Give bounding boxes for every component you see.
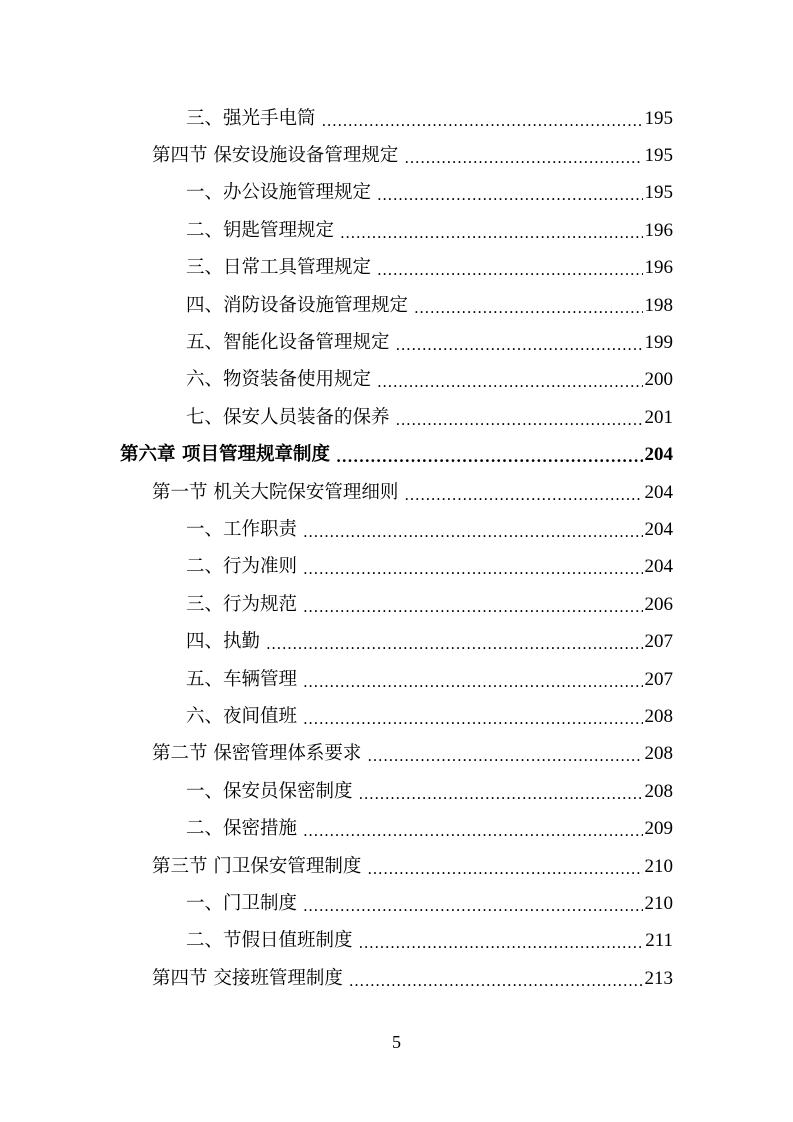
toc-page-number: 198 [644, 294, 673, 316]
toc-leader-dots [367, 744, 642, 768]
toc-leader-dots [303, 557, 642, 581]
toc-page-number: 204 [644, 518, 673, 540]
table-of-contents [0, 100, 793, 997]
toc-entry[interactable] [0, 137, 793, 174]
toc-entry-label: 一、办公设施管理规定 [186, 181, 375, 205]
toc-leader-dots [303, 595, 642, 619]
toc-entry-label: 三、日常工具管理规定 [186, 256, 375, 280]
toc-entry[interactable] [0, 100, 793, 137]
toc-leader-dots [367, 857, 642, 881]
toc-page-number: 207 [644, 631, 673, 653]
toc-entry-label: 第六章 项目管理规章制度 [120, 443, 334, 467]
toc-page-number: 196 [644, 219, 673, 241]
toc-entry-label: 第一节 机关大院保安管理细则 [152, 481, 402, 505]
toc-entry[interactable] [0, 773, 793, 810]
toc-entry-label: 第三节 门卫保安管理制度 [152, 855, 365, 879]
toc-leader-dots [377, 370, 642, 394]
toc-leader-dots [303, 670, 642, 694]
toc-entry[interactable] [0, 848, 793, 885]
toc-entry[interactable] [0, 586, 793, 623]
toc-leader-dots [303, 707, 642, 731]
toc-entry-label: 六、物资装备使用规定 [186, 368, 375, 392]
toc-entry-label: 一、门卫制度 [186, 892, 301, 916]
toc-entry[interactable] [0, 287, 793, 324]
toc-entry-label: 二、节假日值班制度 [186, 929, 357, 953]
toc-leader-dots [303, 819, 642, 843]
toc-page-number: 200 [644, 369, 673, 391]
toc-page-number: 211 [645, 930, 673, 952]
toc-entry[interactable] [0, 399, 793, 436]
toc-entry-label: 六、夜间值班 [186, 705, 301, 729]
toc-leader-dots [336, 445, 643, 469]
toc-page-number: 210 [644, 892, 673, 914]
toc-page-number: 196 [644, 257, 673, 279]
toc-leader-dots [303, 894, 642, 918]
toc-leader-dots [359, 931, 644, 955]
toc-entry-label: 五、车辆管理 [186, 668, 301, 692]
toc-entry[interactable] [0, 736, 793, 773]
toc-page-number: 204 [644, 481, 673, 503]
toc-entry[interactable] [0, 698, 793, 735]
toc-entry-label: 四、消防设备设施管理规定 [186, 294, 412, 318]
toc-leader-dots [377, 183, 642, 207]
toc-entry-label: 二、钥匙管理规定 [186, 219, 338, 243]
toc-entry-label: 七、保安人员装备的保养 [186, 406, 394, 430]
toc-leader-dots [396, 408, 643, 432]
toc-entry[interactable] [0, 250, 793, 287]
toc-page-number: 199 [644, 332, 673, 354]
toc-page-number: 206 [644, 593, 673, 615]
toc-leader-dots [359, 782, 643, 806]
toc-leader-dots [303, 520, 642, 544]
toc-entry[interactable] [0, 623, 793, 660]
toc-entry[interactable] [0, 511, 793, 548]
toc-page-number: 204 [644, 444, 673, 466]
toc-page-number: 213 [644, 967, 673, 989]
toc-page-number: 209 [644, 818, 673, 840]
toc-leader-dots [340, 221, 642, 245]
toc-leader-dots [377, 258, 642, 282]
toc-entry-label: 三、行为规范 [186, 593, 301, 617]
toc-entry[interactable] [0, 324, 793, 361]
toc-page-number: 208 [644, 705, 673, 727]
toc-leader-dots [349, 969, 643, 993]
toc-leader-dots [322, 109, 643, 133]
toc-entry-label: 一、工作职责 [186, 518, 301, 542]
toc-entry[interactable] [0, 362, 793, 399]
toc-page-number: 195 [644, 107, 673, 129]
toc-leader-dots [414, 296, 642, 320]
toc-page-number: 208 [644, 780, 673, 802]
toc-page-number: 207 [644, 668, 673, 690]
toc-entry[interactable] [0, 474, 793, 511]
toc-entry-label: 一、保安员保密制度 [186, 780, 357, 804]
toc-entry[interactable] [0, 885, 793, 922]
toc-entry-label: 二、保密措施 [186, 817, 301, 841]
toc-entry[interactable] [0, 549, 793, 586]
toc-entry[interactable] [0, 212, 793, 249]
toc-entry-label: 三、强光手电筒 [186, 107, 320, 131]
toc-page-number: 195 [644, 182, 673, 204]
toc-entry[interactable] [0, 810, 793, 847]
toc-entry-label: 第四节 交接班管理制度 [152, 967, 347, 991]
toc-leader-dots [266, 632, 642, 656]
toc-page-number: 201 [644, 406, 673, 428]
toc-leader-dots [396, 333, 643, 357]
toc-leader-dots [404, 483, 642, 507]
toc-chapter-entry[interactable] [0, 437, 793, 474]
page-number-footer: 5 [392, 1032, 401, 1052]
toc-entry[interactable] [0, 960, 793, 997]
toc-page-number: 210 [644, 855, 673, 877]
toc-entry-label: 第二节 保密管理体系要求 [152, 742, 365, 766]
toc-page-number: 204 [644, 556, 673, 578]
toc-entry[interactable] [0, 923, 793, 960]
toc-entry-label: 五、智能化设备管理规定 [186, 331, 394, 355]
toc-entry-label: 第四节 保安设施设备管理规定 [152, 144, 402, 168]
toc-page-number: 208 [644, 743, 673, 765]
toc-page-number: 195 [644, 145, 673, 167]
toc-entry[interactable] [0, 175, 793, 212]
toc-entry-label: 四、执勤 [186, 630, 264, 654]
toc-leader-dots [404, 146, 642, 170]
toc-entry[interactable] [0, 661, 793, 698]
toc-entry-label: 二、行为准则 [186, 555, 301, 579]
